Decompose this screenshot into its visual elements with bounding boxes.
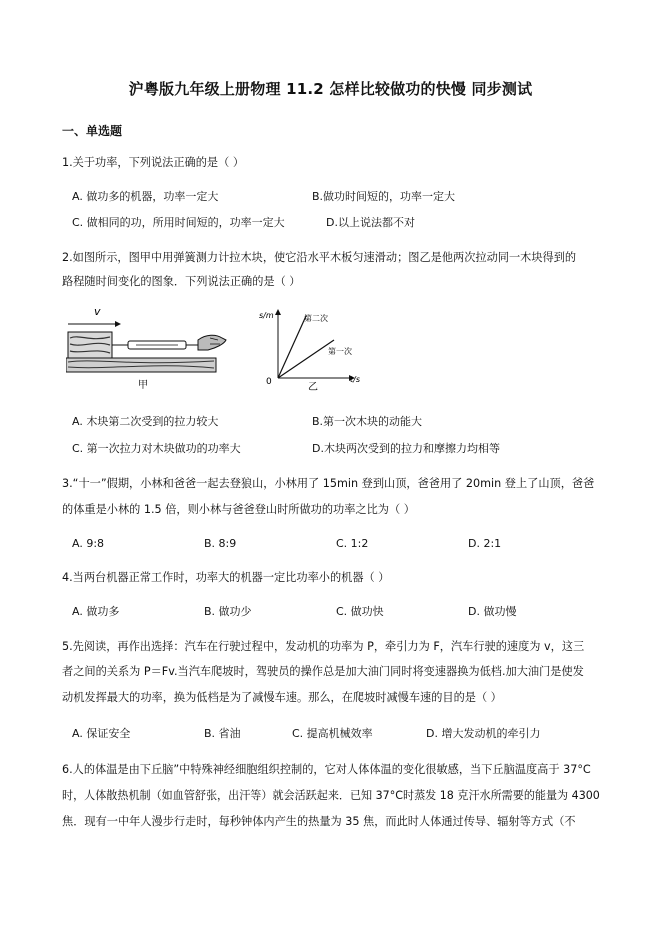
question-4-stem: 4.当两台机器正常工作时，功率大的机器一定比功率小的机器（ ） <box>62 571 390 584</box>
question-5-option-a: A. 保证安全 <box>72 727 131 740</box>
question-5-stem-line-3: 动机发挥最大的功率，换为低档是为了减慢车速。那么，在爬坡时减慢车速的目的是（ ） <box>62 691 502 704</box>
section-heading: 一、单选题 <box>62 124 123 138</box>
line-first-label: 第一次 <box>328 347 352 356</box>
figure-jia-label: 甲 <box>138 380 148 391</box>
question-2-option-c: C. 第一次拉力对木块做功的功率大 <box>72 442 241 455</box>
y-axis-label: s/m <box>259 311 274 320</box>
question-2-option-b: B.第一次木块的动能大 <box>312 415 423 428</box>
origin-label: 0 <box>266 377 272 387</box>
question-5-option-b: B. 省油 <box>204 727 241 740</box>
question-4-option-c: C. 做功快 <box>336 605 384 618</box>
question-2-stem-line-1: 2.如图所示，图甲中用弹簧测力计拉木块，使它沿水平木板匀速滑动；图乙是他两次拉动同一木块得到的 <box>62 251 577 264</box>
figure-yi <box>258 304 368 394</box>
question-1-option-a: A. 做功多的机器，功率一定大 <box>72 190 219 203</box>
question-6-stem-line-3: 焦．现有一中年人漫步行走时，每秒钟体内产生的热量为 35 焦，而此时人体通过传导、辐射等方式（不 <box>62 815 576 828</box>
question-5-option-d: D. 增大发动机的牵引力 <box>426 727 541 740</box>
wood-board <box>66 358 216 372</box>
question-1-stem: 1.关于功率，下列说法正确的是（ ） <box>62 156 245 169</box>
question-6-stem-line-2: 时，人体散热机制（如血管舒张，出汗等）就会活跃起来．已知 37°C时蒸发 18 克汗水所需要的能量为 4300 <box>62 789 600 802</box>
question-6-stem-line-1: 6.人的体温是由下丘脑”中特殊神经细胞组织控制的，它对人体体温的变化很敏感，当下丘脑温度高于 37°C <box>62 763 591 776</box>
question-3-stem-line-2: 的体重是小林的 1.5 倍，则小林与爸爸登山时所做功的功率之比为（ ） <box>62 503 415 516</box>
question-4-option-a: A. 做功多 <box>72 605 120 618</box>
figure-jia <box>66 304 246 394</box>
question-1-option-d: D.以上说法都不对 <box>326 216 415 229</box>
page-title: 沪粤版九年级上册物理 11.2 怎样比较做功的快慢 同步测试 <box>128 80 533 98</box>
hand <box>198 335 226 350</box>
question-3-stem-line-1: 3.“十一”假期，小林和爸爸一起去登狼山，小林用了 15min 登到山顶，爸爸用了 20min 登上了山顶，爸爸 <box>62 477 595 490</box>
question-4-option-b: B. 做功少 <box>204 605 252 618</box>
velocity-label: v <box>94 305 101 318</box>
question-2-stem-line-2: 路程随时间变化的图象．下列说法正确的是（ ） <box>62 275 301 288</box>
line-second-label: 第二次 <box>304 314 328 323</box>
question-1-option-c: C. 做相同的功，所用时间短的，功率一定大 <box>72 216 285 229</box>
question-2-option-d: D.木块两次受到的拉力和摩擦力均相等 <box>312 442 500 455</box>
question-4-option-d: D. 做功慢 <box>468 605 517 618</box>
question-2-option-a: A. 木块第二次受到的拉力较大 <box>72 415 219 428</box>
figure-yi-label: 乙 <box>308 382 318 393</box>
question-1-option-b: B.做功时间短的，功率一定大 <box>312 190 456 203</box>
question-3-option-d: D. 2:1 <box>468 537 502 550</box>
question-5-option-c: C. 提高机械效率 <box>292 727 373 740</box>
question-3-option-b: B. 8:9 <box>204 537 237 550</box>
x-axis-label: t/s <box>350 375 360 384</box>
question-5-stem-line-1: 5.先阅读，再作出选择：汽车在行驶过程中，发动机的功率为 P，牵引力为 F，汽车行驶的速度为 v，这三 <box>62 640 585 653</box>
question-3-option-c: C. 1:2 <box>336 537 369 550</box>
question-5-stem-line-2: 者之间的关系为 P＝Fv.当汽车爬坡时，驾驶员的操作总是加大油门同时将变速器换为低档.加大油门是使发 <box>62 665 584 678</box>
question-3-option-a: A. 9:8 <box>72 537 105 550</box>
